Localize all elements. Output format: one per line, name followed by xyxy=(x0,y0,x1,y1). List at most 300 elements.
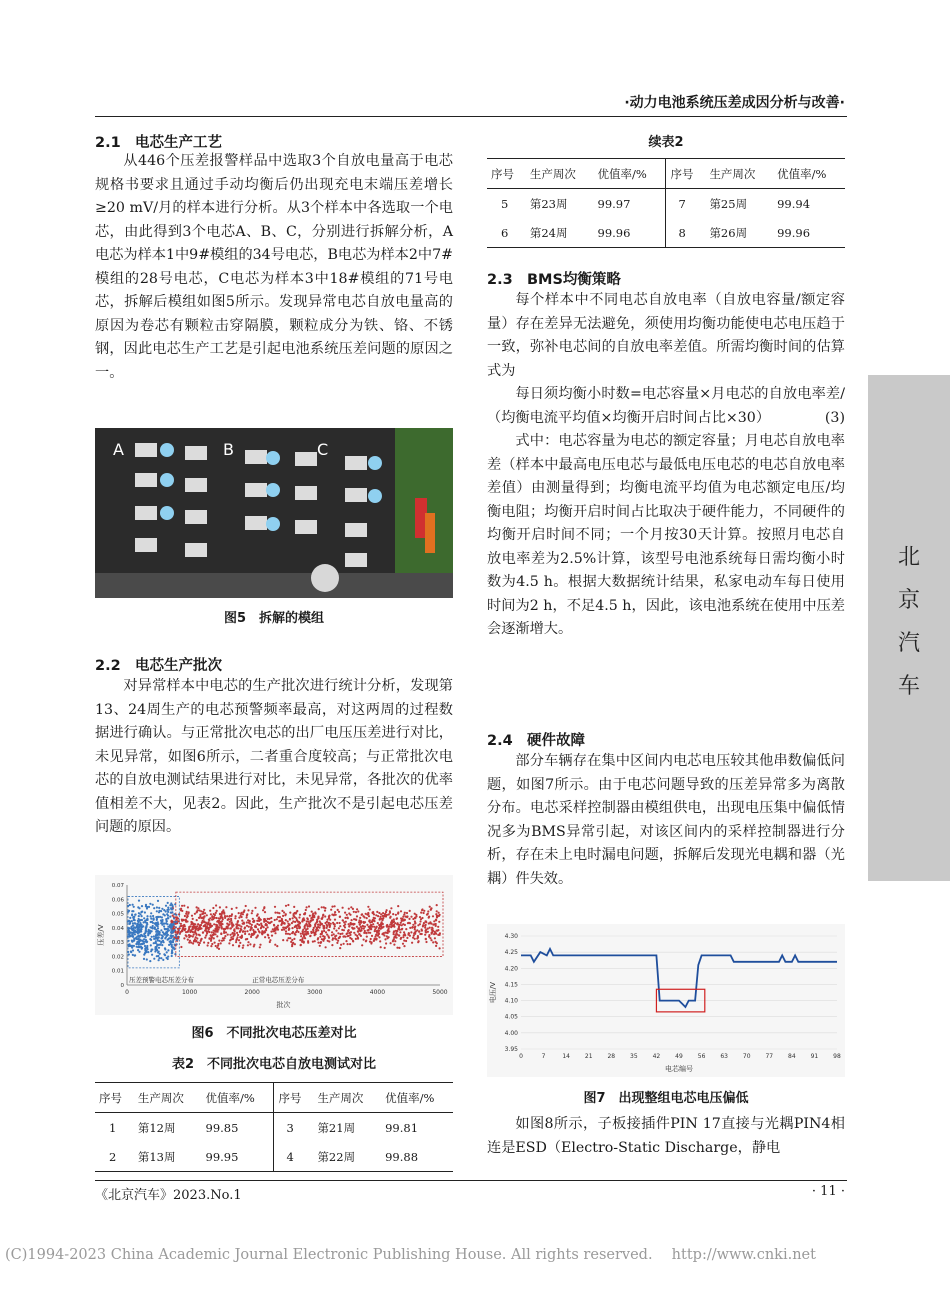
scatter-point-normal xyxy=(211,943,213,945)
scatter-point-normal xyxy=(228,942,230,944)
scatter-point-normal xyxy=(395,914,397,916)
scatter-point-normal xyxy=(242,923,244,925)
scatter-point-normal xyxy=(265,929,267,931)
y-tick-label: 3.95 xyxy=(504,1046,518,1053)
scatter-point-normal xyxy=(206,914,208,916)
scatter-point-normal xyxy=(344,912,346,914)
scatter-point-normal xyxy=(352,928,354,930)
scatter-point-warning xyxy=(167,929,169,931)
scatter-point-normal xyxy=(386,924,388,926)
scatter-point-warning xyxy=(165,931,167,933)
scatter-point-normal xyxy=(246,930,248,932)
scatter-point-normal xyxy=(187,939,189,941)
scatter-point-normal xyxy=(268,937,270,939)
scatter-point-normal xyxy=(388,926,390,928)
scatter-point-normal xyxy=(238,945,240,947)
scatter-point-normal xyxy=(397,905,399,907)
scatter-point-normal xyxy=(202,911,204,913)
scatter-point-normal xyxy=(306,924,308,926)
scatter-point-warning xyxy=(140,926,142,928)
scatter-point-normal xyxy=(258,924,260,926)
scatter-point-normal xyxy=(323,930,325,932)
scatter-point-normal xyxy=(302,930,304,932)
scatter-point-normal xyxy=(317,929,319,931)
scatter-point-normal xyxy=(244,933,246,935)
figure-6-caption: 图6 不同批次电芯压差对比 xyxy=(191,1026,357,1041)
scatter-point-normal xyxy=(391,921,393,923)
scatter-point-normal xyxy=(218,927,220,929)
scatter-point-normal xyxy=(415,914,417,916)
scatter-point-normal xyxy=(406,916,408,918)
scatter-point-normal xyxy=(403,931,405,933)
scatter-point-normal xyxy=(214,914,216,916)
fig5-label-a: A xyxy=(113,440,124,459)
scatter-point-normal xyxy=(285,933,287,935)
scatter-point-warning xyxy=(141,943,143,945)
scatter-point-normal xyxy=(361,944,363,946)
scatter-point-normal xyxy=(226,926,228,928)
scatter-point-normal xyxy=(326,927,328,929)
x-tick-label: 49 xyxy=(675,1053,683,1060)
scatter-point-warning xyxy=(157,900,159,902)
scatter-point-warning xyxy=(171,944,173,946)
section-2-4-continued: 如图8所示，子板接插件PIN 17直接与光耦PIN4相连是ESD（Electro-Static Discharge，静电 xyxy=(487,1116,845,1156)
scatter-point-normal xyxy=(235,915,237,917)
scatter-point-warning xyxy=(167,934,169,936)
footer-journal: 《北京汽车》2023.No.1 xyxy=(95,1188,242,1203)
scatter-point-normal xyxy=(246,913,248,915)
scatter-point-normal xyxy=(224,915,226,917)
scatter-point-normal xyxy=(340,944,342,946)
scatter-point-normal xyxy=(357,910,359,912)
scatter-point-warning xyxy=(132,924,134,926)
scatter-point-normal xyxy=(324,937,326,939)
scatter-point-normal xyxy=(439,914,441,916)
scatter-point-normal xyxy=(248,926,250,928)
scatter-point-normal xyxy=(329,925,331,927)
scatter-point-normal xyxy=(184,915,186,917)
annotation-normal: 正常电芯压差分布 xyxy=(252,976,305,984)
scatter-point-normal xyxy=(318,908,320,910)
scatter-point-normal xyxy=(400,922,402,924)
scatter-point-normal xyxy=(322,940,324,942)
scatter-point-warning xyxy=(156,955,158,957)
scatter-point-warning xyxy=(173,938,175,940)
scatter-point-warning xyxy=(159,944,161,946)
side-tab xyxy=(868,375,950,881)
table-2 xyxy=(95,1082,453,1172)
scatter-point-normal xyxy=(360,935,362,937)
scatter-point-normal xyxy=(305,909,307,911)
scatter-point-warning xyxy=(173,924,175,926)
scatter-point-warning xyxy=(156,944,158,946)
scatter-point-normal xyxy=(235,907,237,909)
scatter-point-normal xyxy=(390,942,392,944)
scatter-point-normal xyxy=(321,918,323,920)
scatter-point-normal xyxy=(281,910,283,912)
y-tick-label: 4.10 xyxy=(504,997,518,1005)
scatter-point-normal xyxy=(195,926,197,928)
side-char: 汽 xyxy=(897,631,920,656)
scatter-point-normal xyxy=(203,941,205,943)
scatter-point-normal xyxy=(193,933,195,935)
scatter-point-normal xyxy=(425,920,427,922)
scatter-point-normal xyxy=(224,928,226,930)
scatter-point-normal xyxy=(238,917,240,919)
scatter-point-normal xyxy=(198,944,200,946)
scatter-point-normal xyxy=(304,913,306,915)
scatter-point-normal xyxy=(184,928,186,930)
scatter-point-normal xyxy=(221,920,223,922)
scatter-point-normal xyxy=(220,933,222,935)
scatter-point-normal xyxy=(334,911,336,913)
scatter-point-normal xyxy=(365,940,367,942)
scatter-point-warning xyxy=(131,941,133,943)
x-tick-label: 4000 xyxy=(369,989,386,996)
scatter-point-normal xyxy=(331,906,333,908)
scatter-point-normal xyxy=(278,912,280,914)
scatter-point-normal xyxy=(419,920,421,922)
scatter-point-normal xyxy=(421,917,423,919)
scatter-point-warning xyxy=(159,934,161,936)
scatter-point-warning xyxy=(138,941,140,943)
scatter-point-normal xyxy=(189,934,191,936)
y-tick-label: 0.04 xyxy=(111,925,124,932)
scatter-point-warning xyxy=(143,958,145,960)
x-axis-label: 电芯编号 xyxy=(665,1065,693,1073)
scatter-point-normal xyxy=(321,906,323,908)
figure-5-caption: 图5 拆解的模组 xyxy=(223,611,325,626)
scatter-point-normal xyxy=(339,947,341,949)
scatter-point-normal xyxy=(394,922,396,924)
scatter-point-normal xyxy=(314,940,316,942)
scatter-point-normal xyxy=(276,918,278,920)
scatter-point-normal xyxy=(388,936,390,938)
scatter-point-normal xyxy=(231,913,233,915)
scatter-point-normal xyxy=(430,939,432,941)
scatter-point-normal xyxy=(196,906,198,908)
x-tick-label: 84 xyxy=(788,1053,796,1060)
scatter-point-warning xyxy=(143,954,145,956)
scatter-point-normal xyxy=(203,909,205,911)
scatter-point-warning xyxy=(146,923,148,925)
scatter-point-warning xyxy=(141,911,143,913)
scatter-point-warning xyxy=(141,915,143,917)
scatter-point-normal xyxy=(274,919,276,921)
scatter-point-normal xyxy=(406,912,408,914)
scatter-point-normal xyxy=(398,947,400,949)
scatter-point-normal xyxy=(228,915,230,917)
scatter-point-warning xyxy=(171,951,173,953)
scatter-point-warning xyxy=(129,917,131,919)
x-tick-label: 0 xyxy=(519,1053,523,1060)
table-header: 优值率/% xyxy=(205,1090,255,1105)
scatter-point-warning xyxy=(137,906,139,908)
scatter-point-normal xyxy=(324,910,326,912)
scatter-point-normal xyxy=(349,914,351,916)
scatter-point-normal xyxy=(377,935,379,937)
scatter-point-normal xyxy=(429,937,431,939)
scatter-point-normal xyxy=(237,924,239,926)
scatter-point-normal xyxy=(290,941,292,943)
scatter-point-normal xyxy=(272,928,274,930)
x-tick-label: 98 xyxy=(833,1053,841,1060)
scatter-point-normal xyxy=(292,917,294,919)
scatter-point-warning xyxy=(155,938,157,940)
scatter-point-normal xyxy=(367,913,369,915)
scatter-point-normal xyxy=(292,931,294,933)
scatter-point-normal xyxy=(319,945,321,947)
scatter-point-normal xyxy=(185,920,187,922)
scatter-point-normal xyxy=(183,937,185,939)
side-char: 京 xyxy=(897,588,920,613)
scatter-point-normal xyxy=(334,905,336,907)
scatter-point-normal xyxy=(216,947,218,949)
scatter-point-normal xyxy=(254,931,256,933)
scatter-point-normal xyxy=(195,940,197,942)
scatter-point-normal xyxy=(237,920,239,922)
scatter-point-normal xyxy=(196,937,198,939)
scatter-point-normal xyxy=(228,923,230,925)
scatter-point-normal xyxy=(336,922,338,924)
scatter-point-normal xyxy=(400,937,402,939)
scatter-point-warning xyxy=(141,919,143,921)
scatter-point-normal xyxy=(348,908,350,910)
scatter-point-normal xyxy=(328,937,330,939)
scatter-point-normal xyxy=(224,935,226,937)
scatter-point-normal xyxy=(270,931,272,933)
scatter-point-normal xyxy=(259,918,261,920)
scatter-point-warning xyxy=(167,938,169,940)
y-axis-label: 电压/V xyxy=(489,981,497,1004)
scatter-point-warning xyxy=(169,916,171,918)
y-tick-label: 4.30 xyxy=(504,933,518,940)
side-char: 车 xyxy=(897,674,920,699)
scatter-point-normal xyxy=(401,919,403,921)
scatter-point-warning xyxy=(158,907,160,909)
scatter-point-normal xyxy=(251,927,253,929)
scatter-point-normal xyxy=(337,932,339,934)
y-tick-label: 0.05 xyxy=(111,911,124,918)
scatter-point-normal xyxy=(221,927,223,929)
scatter-point-normal xyxy=(302,918,304,920)
scatter-point-normal xyxy=(294,943,296,945)
scatter-point-warning xyxy=(151,954,153,956)
table-row: 1 第12周 99.85 3 第21周 99.81 xyxy=(95,1113,453,1143)
scatter-point-warning xyxy=(158,947,160,949)
scatter-point-normal xyxy=(379,940,381,942)
figure-7-chart xyxy=(487,924,845,1077)
scatter-point-normal xyxy=(182,928,184,930)
scatter-point-normal xyxy=(334,925,336,927)
scatter-point-warning xyxy=(134,922,136,924)
scatter-point-normal xyxy=(378,912,380,914)
scatter-point-normal xyxy=(197,927,199,929)
scatter-point-normal xyxy=(436,916,438,918)
scatter-point-warning xyxy=(150,915,152,917)
scatter-point-normal xyxy=(355,938,357,940)
scatter-point-warning xyxy=(170,923,172,925)
scatter-point-normal xyxy=(209,924,211,926)
table-header: 序号 xyxy=(666,159,705,189)
scatter-point-warning xyxy=(167,958,169,960)
scatter-point-warning xyxy=(156,919,158,921)
scatter-point-normal xyxy=(201,917,203,919)
scatter-point-warning xyxy=(140,929,142,931)
scatter-point-normal xyxy=(432,915,434,917)
x-tick-label: 70 xyxy=(742,1053,751,1060)
scatter-point-normal xyxy=(418,931,420,933)
scatter-point-normal xyxy=(390,916,392,918)
scatter-point-normal xyxy=(219,918,221,920)
scatter-point-normal xyxy=(436,930,438,932)
scatter-point-normal xyxy=(229,927,231,929)
scatter-point-normal xyxy=(243,911,245,913)
scatter-point-normal xyxy=(247,944,249,946)
scatter-point-normal xyxy=(317,924,319,926)
y-tick-label: 0.01 xyxy=(111,968,124,975)
scatter-point-warning xyxy=(139,924,141,926)
figure-6-chart xyxy=(95,875,453,1015)
scatter-point-normal xyxy=(401,928,403,930)
scatter-point-normal xyxy=(177,918,179,920)
scatter-point-normal xyxy=(238,939,240,941)
scatter-point-normal xyxy=(214,928,216,930)
scatter-point-normal xyxy=(341,933,343,935)
scatter-point-normal xyxy=(220,942,222,944)
scatter-point-normal xyxy=(373,939,375,941)
scatter-point-normal xyxy=(259,946,261,948)
scatter-point-normal xyxy=(351,919,353,921)
scatter-point-warning xyxy=(143,943,145,945)
scatter-point-normal xyxy=(218,940,220,942)
x-tick-label: 7 xyxy=(541,1053,546,1060)
scatter-point-normal xyxy=(239,942,241,944)
scatter-point-warning xyxy=(159,932,161,934)
scatter-point-normal xyxy=(236,932,238,934)
scatter-point-normal xyxy=(274,932,276,934)
scatter-point-normal xyxy=(317,938,319,940)
scatter-point-normal xyxy=(287,937,289,939)
scatter-point-normal xyxy=(324,915,326,917)
scatter-point-normal xyxy=(208,927,210,929)
fig5-label-c: C xyxy=(317,440,329,459)
scatter-point-normal xyxy=(423,910,425,912)
scatter-point-normal xyxy=(196,919,198,921)
scatter-point-warning xyxy=(170,902,172,904)
scatter-point-normal xyxy=(291,939,293,941)
scatter-point-normal xyxy=(339,916,341,918)
scatter-point-normal xyxy=(252,929,254,931)
scatter-point-normal xyxy=(342,919,344,921)
scatter-point-normal xyxy=(343,929,345,931)
scatter-point-normal xyxy=(248,933,250,935)
scatter-point-normal xyxy=(193,925,195,927)
scatter-point-warning xyxy=(150,918,152,920)
scatter-point-normal xyxy=(250,936,252,938)
scatter-point-warning xyxy=(153,907,155,909)
scatter-point-normal xyxy=(322,914,324,916)
scatter-point-warning xyxy=(158,959,160,961)
scatter-point-warning xyxy=(174,944,176,946)
scatter-point-normal xyxy=(223,937,225,939)
scatter-point-normal xyxy=(187,906,189,908)
scatter-point-normal xyxy=(183,905,185,907)
scatter-point-normal xyxy=(211,915,213,917)
scatter-point-warning xyxy=(153,958,155,960)
scatter-point-warning xyxy=(134,954,136,956)
scatter-point-warning xyxy=(162,931,164,933)
scatter-point-normal xyxy=(422,924,424,926)
scatter-point-normal xyxy=(203,925,205,927)
annotation-warning: 压差预警电芯压差分布 xyxy=(129,976,194,984)
scatter-point-normal xyxy=(428,934,430,936)
scatter-point-normal xyxy=(222,918,224,920)
scatter-point-normal xyxy=(199,917,201,919)
x-tick-label: 2000 xyxy=(244,989,260,996)
scatter-point-normal xyxy=(212,918,214,920)
scatter-point-warning xyxy=(129,904,131,906)
scatter-point-normal xyxy=(223,930,225,932)
scatter-point-normal xyxy=(226,923,228,925)
scatter-point-normal xyxy=(337,940,339,942)
scatter-point-normal xyxy=(405,928,407,930)
scatter-point-normal xyxy=(424,927,426,929)
scatter-point-normal xyxy=(376,938,378,940)
scatter-point-warning xyxy=(132,929,134,931)
scatter-point-normal xyxy=(251,912,253,914)
scatter-point-normal xyxy=(232,938,234,940)
scatter-point-normal xyxy=(320,933,322,935)
scatter-point-normal xyxy=(261,931,263,933)
scatter-point-normal xyxy=(206,932,208,934)
scatter-point-normal xyxy=(412,924,414,926)
scatter-point-warning xyxy=(160,942,162,944)
table-header: 生产周次 xyxy=(529,166,576,181)
y-tick-label: 0.06 xyxy=(111,897,124,904)
scatter-point-warning xyxy=(153,935,155,937)
scatter-point-normal xyxy=(393,944,395,946)
y-tick-label: 0 xyxy=(120,983,124,989)
scatter-point-normal xyxy=(404,934,406,936)
scatter-point-normal xyxy=(316,927,318,929)
y-tick-label: 0.07 xyxy=(111,883,124,889)
scatter-point-warning xyxy=(145,904,147,906)
scatter-point-normal xyxy=(306,906,308,908)
scatter-point-normal xyxy=(436,942,438,944)
scatter-point-normal xyxy=(334,919,336,921)
scatter-point-normal xyxy=(270,917,272,919)
scatter-point-normal xyxy=(378,930,380,932)
x-tick-label: 28 xyxy=(607,1053,616,1060)
scatter-point-normal xyxy=(287,933,289,935)
scatter-point-normal xyxy=(400,910,402,912)
scatter-point-warning xyxy=(141,905,143,907)
scatter-point-normal xyxy=(436,904,438,906)
scatter-point-normal xyxy=(299,914,301,916)
scatter-point-warning xyxy=(167,917,169,919)
scatter-point-normal xyxy=(204,912,206,914)
scatter-point-normal xyxy=(335,930,337,932)
scatter-point-normal xyxy=(327,940,329,942)
scatter-point-normal xyxy=(200,927,202,929)
scatter-point-normal xyxy=(299,939,301,941)
scatter-point-normal xyxy=(434,937,436,939)
scatter-point-normal xyxy=(312,929,314,931)
scatter-point-normal xyxy=(249,920,251,922)
scatter-point-normal xyxy=(261,925,263,927)
scatter-point-normal xyxy=(210,945,212,947)
